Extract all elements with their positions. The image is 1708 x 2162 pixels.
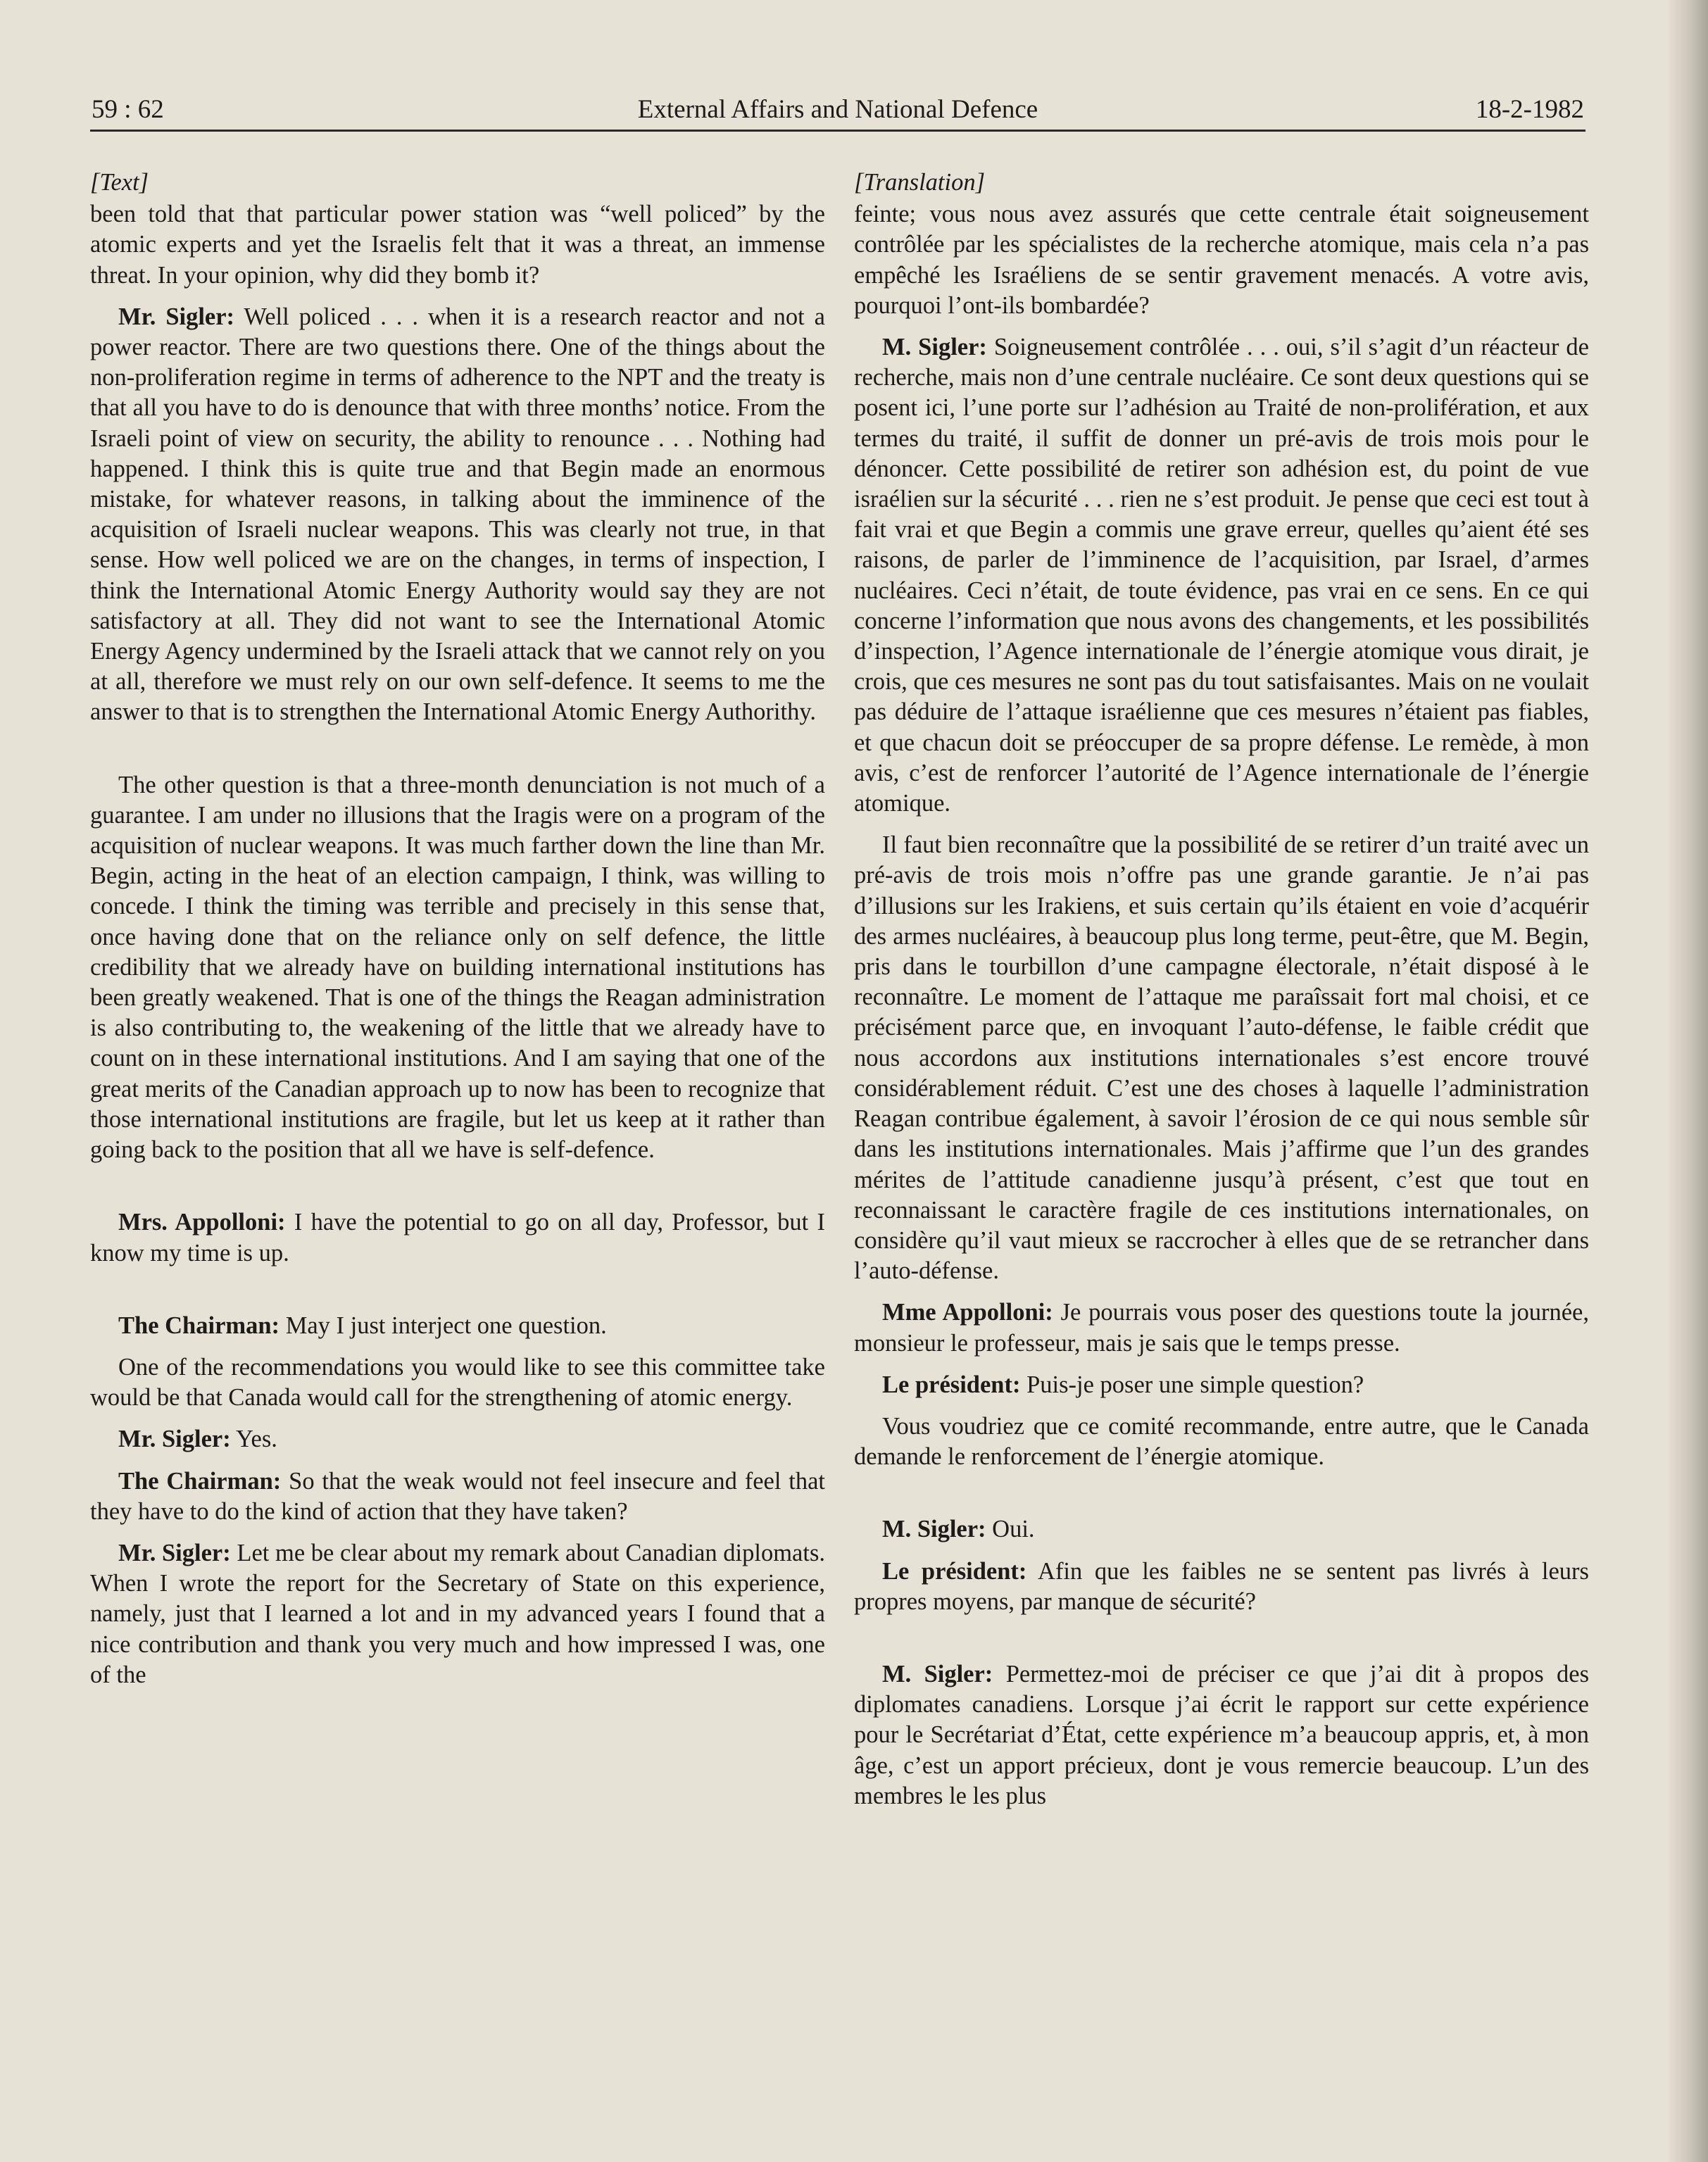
paragraph xyxy=(90,199,825,291)
paragraph xyxy=(90,1352,825,1413)
speaker-name: The Chairman: xyxy=(118,1467,282,1495)
speaker-name: Mrs. Appolloni: xyxy=(118,1209,286,1236)
paragraph xyxy=(854,1659,1589,1811)
paragraph xyxy=(90,1424,825,1454)
speaker-name: Le président: xyxy=(882,1371,1021,1398)
paragraph xyxy=(90,1207,825,1268)
section-label-translation xyxy=(854,168,1589,198)
french-column xyxy=(854,168,1589,1811)
page-header xyxy=(90,90,1585,132)
paragraph-text: Well policed . . . when it is a research reactor and not a power reactor. There are two questions there. One of the things about the non-proliferation regime in terms of adherence to the NPT and the treaty is that all you have to do is denounce that with three months’ notice. From the Israeli point of view on security, the ability to renounce . . . Nothing had happened. I think this is quite true and that Begin made an enormous mistake, for whatever reasons, in talking about the imminence of the acquisition of Israeli nuclear weapons. This was clearly not true, in that sense. How well policed we are on the changes, in terms of inspection, I think the International Atomic Energy Authority would say they are not satisfactory at all. They did not want to see the International Atomic Energy Agency undermined by the Israeli attack that we cannot rely on you at all, therefore we must rely on our own self-defence. It seems to me the answer to that is to strengthen the International Atomic Energy Authorithy. xyxy=(90,303,825,726)
section-label-text xyxy=(90,168,825,198)
speaker-name: Le président: xyxy=(882,1557,1027,1585)
paragraph-text: Il faut bien reconnaître que la possibilité de se retirer d’un traité avec un pré-avis de trois mois n’offre pas une grande garantie. Je n’ai pas d’illusions sur les Irakiens, et suis certain qu’ils étaient en voie d’acquérir des armes nucléaires, à beaucoup plus long terme, peut-être, que M. Begin, pris dans le tourbillon d’une campagne électorale, n’était disposé à le reconnaître. Le moment de l’attaque me paraîssait fort mal choisi, et ce précisément parce que, en invoquant l’auto-défense, le faible crédit que nous accordons aux institutions internationales s’est encore trouvé considérablement réduit. C’est une des choses à laquelle l’administration Reagan contribue également, à savoir l’érosion de ce qui nous semble sûr dans les institutions internationales. Mais j’affirme que l’un des grandes mérites de l’attitude canadienne jusqu’à présent, c’est que tout en reconnaissant le caractère fragile de ces institutions internationales, on considère qu’il vaut mieux se raccrocher à elles que de se retrancher dans l’auto-défense. xyxy=(854,831,1589,1285)
paragraph-text: Yes. xyxy=(236,1426,277,1453)
speaker-name: M. Sigler: xyxy=(882,334,987,361)
label-bracket-open: [ xyxy=(90,169,100,196)
label-bracket-close: ] xyxy=(139,169,149,196)
speaker-name: Mr. Sigler: xyxy=(118,1539,231,1566)
speaker-name: M. Sigler: xyxy=(882,1516,986,1543)
paragraph-text: Puis-je poser une simple question? xyxy=(1026,1371,1364,1398)
paragraph-text: Je pourrais vous poser des questions toute la journée, monsieur le professeur, mais je sais que le temps presse. xyxy=(854,1299,1589,1357)
speaker-name: Mr. Sigler: xyxy=(118,1426,231,1453)
label-word: Translation xyxy=(863,169,976,196)
paragraph-text: So that the weak would not feel insecure and feel that they have to do the kind of action that they have taken? xyxy=(90,1467,825,1525)
english-column xyxy=(90,168,825,1690)
paragraph xyxy=(90,1466,825,1527)
paragraph-text: Soigneusement contrôlée . . . oui, s’il s’agit d’un réacteur de recherche, mais non d’une centrale nucléaire. Ce sont deux questions qui se posent ici, l’une porte sur l’adhésion au Traité de non-prolifération, et aux termes du traité, il suffit de donner un pré-avis de trois mois pour le dénoncer. Cette possibilité de retirer son adhésion est, du point de vue israélien sur la sécurité . . . rien ne s’est produit. Je pense que ceci est tout à fait vrai et que Begin a commis une grave erreur, quelles qu’aient été ses raisons, de parler de l’imminence de l’acquisition, par Israel, d’armes nucléaires. Ceci n’était, de toute évidence, pas vrai en ce sens. En ce qui concerne l’information que nous avons des changements, et les possibilités d’inspection, l’Agence internationale de l’énergie atomique vous dirait, je crois, que ces mesures ne sont pas du tout satisfaisantes. Mais on ne voulait pas déduire de l’attaque israélienne que ces mesures n’étaient pas fiables, et que chacun doit se préoccuper de sa propre défense. Le remède, à mon avis, c’est de renforcer l’autorité de l’Agence internationale de l’énergie atomique. xyxy=(854,334,1589,817)
speaker-name: The Chairman: xyxy=(118,1312,280,1339)
paragraph-text: Vous voudriez que ce comité recommande, entre autre, que le Canada demande le renforcement de l’énergie atomique. xyxy=(854,1412,1589,1471)
speaker-name: Mr. Sigler: xyxy=(118,303,235,330)
paragraph-text: The other question is that a three-month denunciation is not much of a guarantee. I am under no illusions that the Iragis were on a program of the acquisition of nuclear weapons. It was much farther down the line than Mr. Begin, acting in the heat of an election campaign, I think, was willing to concede. I think the timing was terrible and precisely in this sense that, once having done that on the reliance only on self defence, the little credibility that we already have on building international institutions has been greatly weakened. That is one of the things the Reagan administration is also contributing to, the weakening of the little that we already have to count on in these international institutions. And I am saying that one of the great merits of the Canadian approach up to now has been to recognize that those international institutions are fragile, but let us keep at it rather than going back to the position that all we have is self-defence. xyxy=(90,771,825,1164)
paragraph xyxy=(854,830,1589,1286)
paragraph xyxy=(854,1412,1589,1472)
paragraph-text: Oui. xyxy=(992,1516,1035,1543)
paragraph xyxy=(854,1297,1589,1358)
label-bracket-open: [ xyxy=(854,169,864,196)
label-bracket-close: ] xyxy=(975,169,986,196)
speaker-name: M. Sigler: xyxy=(882,1660,993,1688)
paragraph-text: Permettez-moi de préciser ce que j’ai dit à propos des diplomates canadiens. Lorsque j’ai écrit le rapport sur cette expérience pour le Secrétariat d’État, cette expérience m’a beaucoup appris, et, à mon âge, c’est un apport précieux, dont je vous remercie beaucoup. L’un des membres le les plus xyxy=(854,1660,1589,1809)
page-number: 59 : 62 xyxy=(92,95,164,124)
paragraph xyxy=(854,332,1589,819)
paragraph-text: I have the potential to go on all day, Professor, but I know my time is up. xyxy=(90,1209,825,1267)
speaker-name: Mme Appolloni: xyxy=(882,1299,1053,1326)
paragraph xyxy=(854,1557,1589,1617)
paragraph xyxy=(90,302,825,728)
paragraph xyxy=(90,1311,825,1341)
paragraph xyxy=(90,1538,825,1690)
paragraph-text: Afin que les faibles ne se sentent pas livrés à leurs propres moyens, par manque de sécurité? xyxy=(854,1557,1589,1615)
publication-title: External Affairs and National Defence xyxy=(637,95,1038,124)
paragraph-text: May I just interject one question. xyxy=(285,1312,607,1339)
label-word: Text xyxy=(99,169,139,196)
page-edge-shadow xyxy=(1666,0,1708,2162)
paragraph xyxy=(854,199,1589,321)
paragraph xyxy=(854,1370,1589,1400)
page-date: 18-2-1982 xyxy=(1475,95,1584,124)
paragraph-text: feinte; vous nous avez assurés que cette centrale était soigneusement contrôlée par les spécialistes de la recherche atomique, mais cela n’a pas empêché les Israéliens de se sentir gravement menacés. A votre avis, pourquoi l’ont-ils bombardée? xyxy=(854,201,1589,319)
paragraph-text: been told that that particular power station was “well policed” by the atomic experts and yet the Israelis felt that it was a threat, an immense threat. In your opinion, why did they bomb it? xyxy=(90,201,825,289)
paragraph-text: Let me be clear about my remark about Canadian diplomats. When I wrote the report for the Secretary of State on this experience, namely, just that I learned a lot and in my advanced years I found that a nice contribution and thank you very much and how impressed I was, one of the xyxy=(90,1539,825,1688)
paragraph xyxy=(90,770,825,1166)
paragraph-text: One of the recommendations you would like to see this committee take would be that Canada would call for the strengthening of atomic energy. xyxy=(90,1353,825,1412)
paragraph xyxy=(854,1514,1589,1545)
